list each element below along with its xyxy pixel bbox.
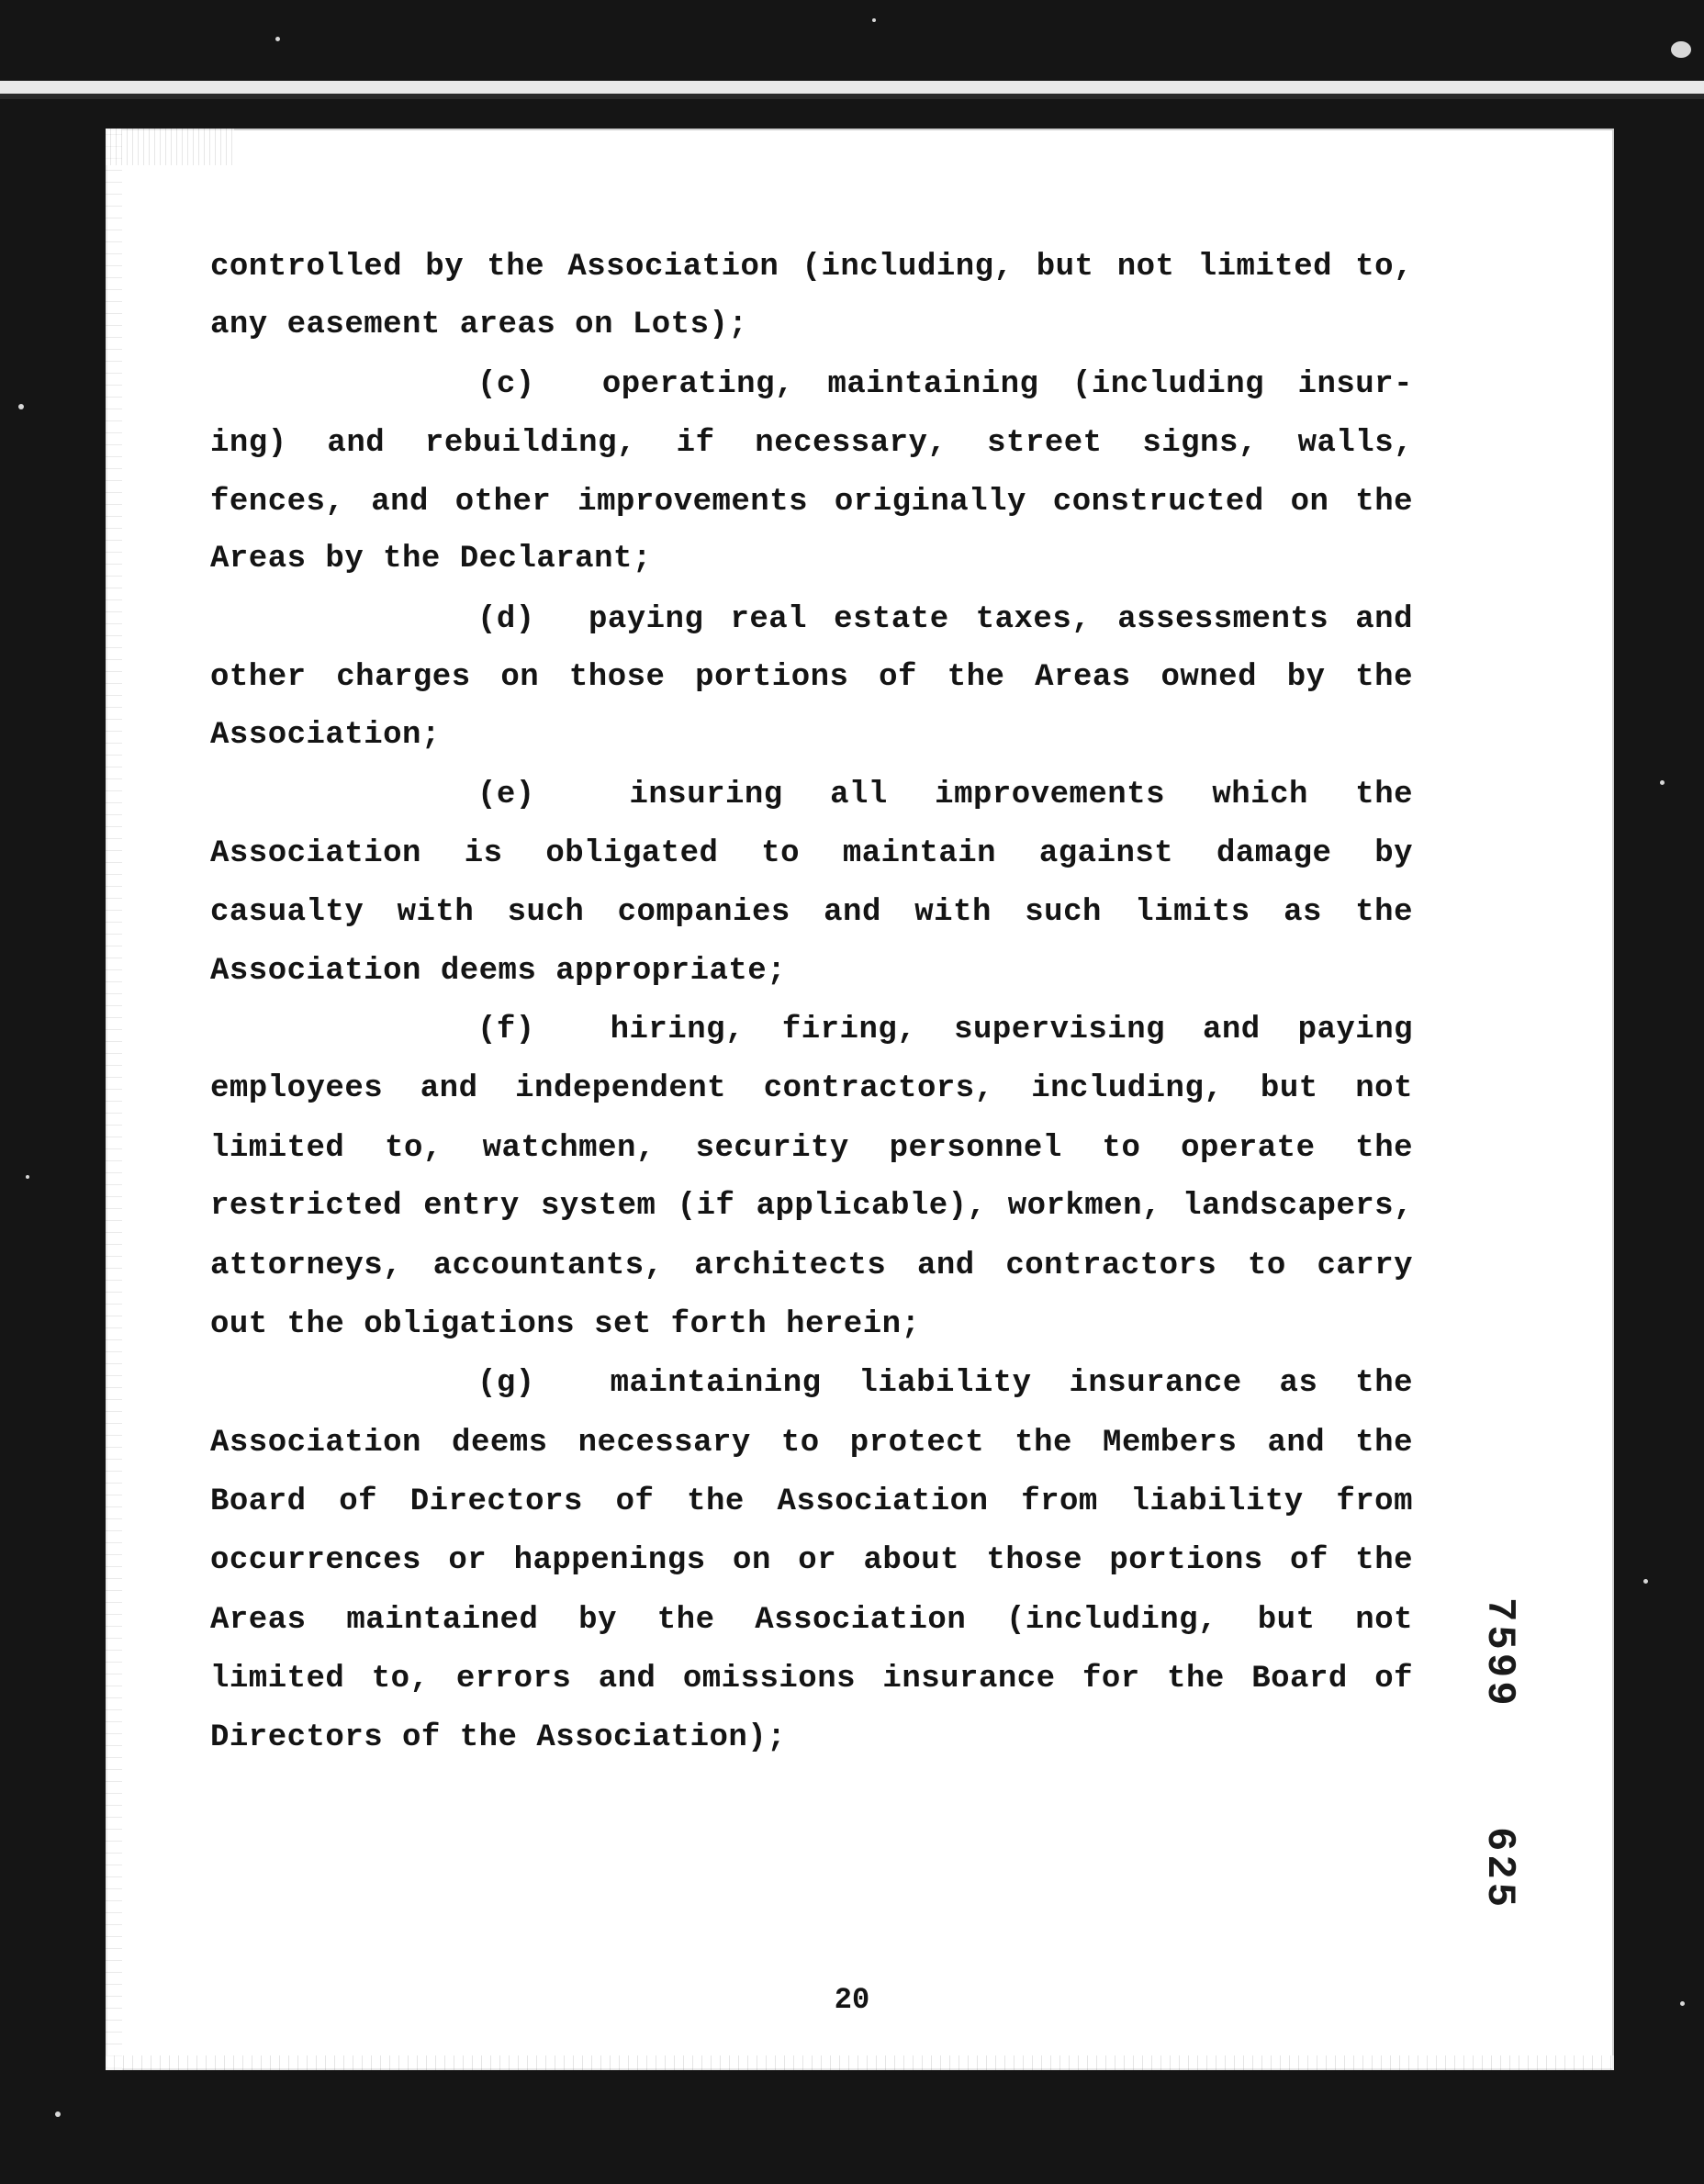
text-line: fences, and other improvements originally constructed on the xyxy=(210,485,1413,520)
paragraph-marker: (d) xyxy=(477,602,535,637)
paragraph-g-first-line: (g) maintaining liability insurance as the xyxy=(477,1366,1413,1401)
text-line: Association; xyxy=(210,718,441,753)
recording-book-number: 7599 xyxy=(1476,1597,1522,1709)
scan-speck xyxy=(18,404,24,409)
text-line: other charges on those portions of the Areas owned by the xyxy=(210,660,1413,695)
text-line: any easement areas on Lots); xyxy=(210,308,748,342)
paragraph-c-first-line: (c) operating, maintaining (including insur- xyxy=(477,367,1413,402)
text-line: Association is obligated to maintain against damage by xyxy=(210,836,1413,871)
text-line: Association deems appropriate; xyxy=(210,954,787,989)
text-line: Directors of the Association); xyxy=(210,1720,787,1755)
paragraph-d-first-line: (d) paying real estate taxes, assessments and xyxy=(477,602,1413,637)
scan-speck xyxy=(55,2111,61,2117)
scanner-edge-shadow xyxy=(0,94,1704,99)
text-line: attorneys, accountants, architects and contractors to carry xyxy=(210,1249,1413,1283)
text-line: Areas maintained by the Association (including, but not xyxy=(210,1603,1413,1638)
scan-speck xyxy=(1660,780,1665,785)
paragraph-marker: (e) xyxy=(477,778,535,812)
scan-noise-bottom-edge xyxy=(106,2055,1614,2070)
recording-stamp xyxy=(1458,1597,1522,1910)
scan-speck xyxy=(1643,1579,1648,1584)
scan-speck xyxy=(872,18,876,22)
paragraph-f-first-line: (f) hiring, firing, supervising and paying xyxy=(477,1013,1413,1047)
text-line: Board of Directors of the Association from liability from xyxy=(210,1484,1413,1519)
text-line: employees and independent contractors, including, but not xyxy=(210,1071,1413,1106)
text-line: Association deems necessary to protect the Members and the xyxy=(210,1426,1413,1461)
text-line: out the obligations set forth herein; xyxy=(210,1307,921,1342)
paragraph-marker: (f) xyxy=(477,1013,535,1047)
text-line: limited to, watchmen, security personnel to operate the xyxy=(210,1131,1413,1166)
scan-speck xyxy=(275,37,280,41)
recording-page-number: 625 xyxy=(1476,1827,1522,1911)
paragraph-marker: (g) xyxy=(477,1366,535,1401)
page-number: 20 xyxy=(834,1983,870,2017)
text-line: restricted entry system (if applicable), workmen, landscapers, xyxy=(210,1189,1413,1224)
scan-speck xyxy=(26,1175,29,1179)
text-line: controlled by the Association (including, but not limited to, xyxy=(210,250,1413,285)
text-line: occurrences or happenings on or about those portions of the xyxy=(210,1543,1413,1578)
scan-speck xyxy=(1671,41,1691,58)
paragraph-e-first-line: (e) insuring all improvements which the xyxy=(477,778,1413,812)
text-line: Areas by the Declarant; xyxy=(210,542,652,577)
scan-noise-left-edge xyxy=(106,129,122,2070)
scanner-edge-band xyxy=(0,81,1704,94)
paragraph-marker: (c) xyxy=(477,367,535,402)
scan-noise-top-corner xyxy=(106,129,234,165)
text-line: ing) and rebuilding, if necessary, street signs, walls, xyxy=(210,426,1413,461)
text-line: limited to, errors and omissions insurance for the Board of xyxy=(210,1662,1413,1697)
text-line: casualty with such companies and with such limits as the xyxy=(210,895,1413,930)
